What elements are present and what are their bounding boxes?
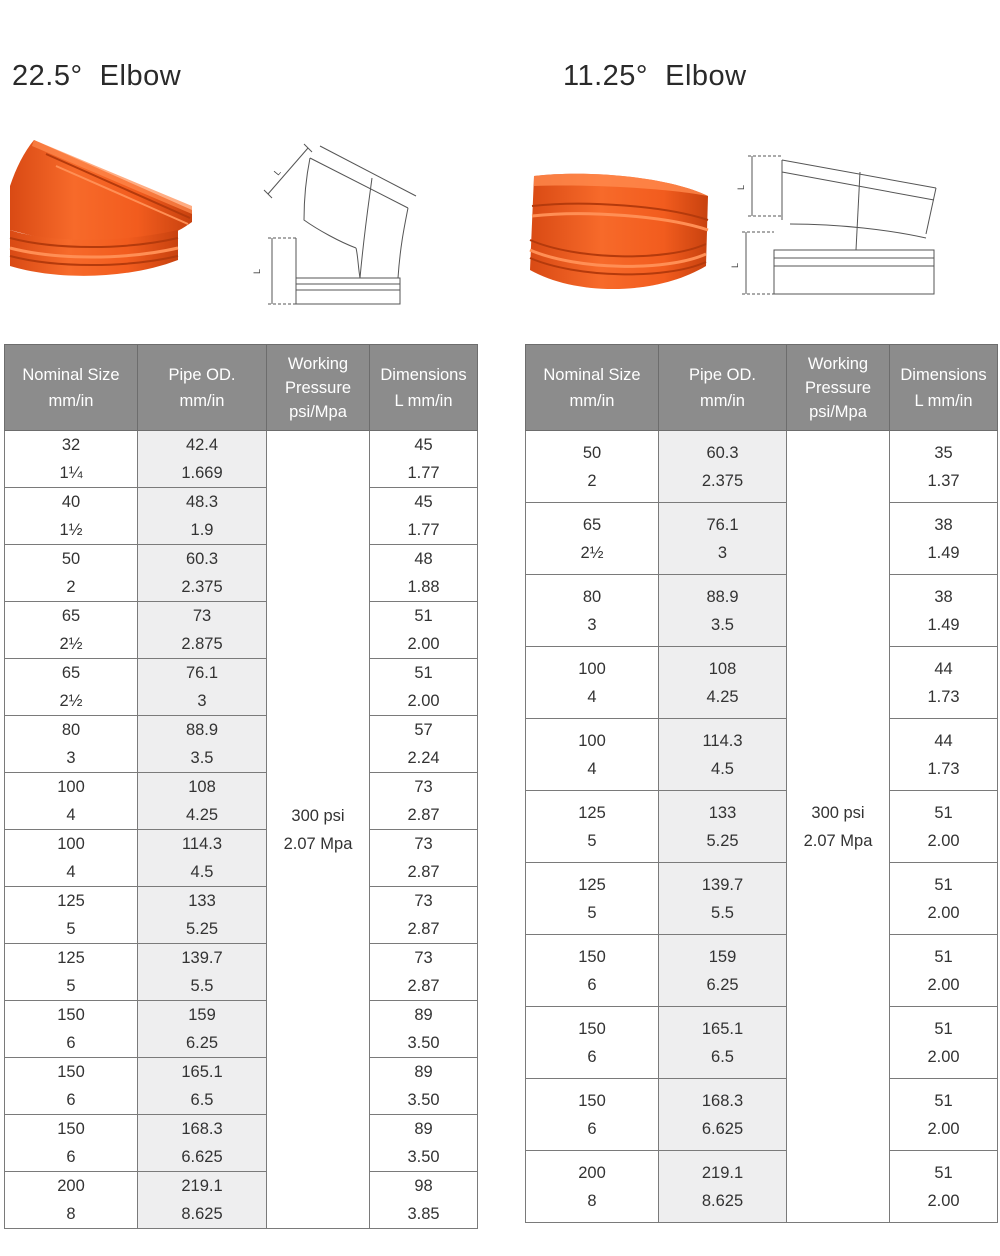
cell-value: 159 [708,947,737,966]
cell-value: 51 [934,803,953,822]
cell-value: 8 [587,1191,597,1210]
dimensions-cell [890,1007,998,1079]
cell-value: 48.3 [185,493,219,511]
drawing-label-l-upper: L [271,167,283,178]
header-text: mm/in [179,391,225,410]
header-pipe-od [659,345,787,431]
table-row [526,719,998,791]
pipe-od-cell [659,431,787,503]
header-text: Dimensions [900,365,987,384]
drawing-label-l-upper: L [736,184,746,190]
pressure-value: 300 psi [811,803,865,822]
elbow-22-5-technical-drawing [248,138,420,308]
cell-value: 6 [66,1091,76,1109]
cell-value: 108 [188,778,216,796]
dimensions-cell [890,647,998,719]
header-text: Pipe OD. [689,365,756,384]
nominal-size-cell [526,1151,659,1223]
cell-value: 1.669 [181,464,223,482]
dimensions-cell [890,719,998,791]
dimensions-cell [370,830,478,887]
cell-value: 73 [414,778,433,796]
cell-value: 159 [188,1006,216,1024]
dimensions-cell [370,488,478,545]
elbow-11-25-product-image [526,166,712,298]
cell-value: 6 [66,1148,76,1166]
cell-value: 125 [57,892,85,910]
nominal-size-cell [5,773,138,830]
dimensions-cell [890,431,998,503]
cell-value: 1.49 [927,615,960,634]
cell-value: 6 [66,1034,76,1052]
cell-value: 150 [57,1006,85,1024]
nominal-size-cell [5,602,138,659]
dimensions-cell [890,1079,998,1151]
header-text: L mm/in [914,391,973,410]
cell-value: 168.3 [701,1091,744,1110]
cell-value: 219.1 [701,1163,744,1182]
cell-value: 2.00 [927,1191,960,1210]
cell-value: 5.5 [711,903,734,922]
cell-value: 65 [61,607,81,625]
cell-value: 1.73 [927,759,960,778]
elbow-22-5-spec-table [4,344,478,1229]
dimensions-cell [370,1172,478,1229]
pipe-od-cell [659,791,787,863]
cell-value: 76.1 [185,664,219,682]
cell-value: 2.375 [701,471,744,490]
dimensions-cell [890,863,998,935]
cell-value: 3.50 [407,1034,440,1052]
cell-value: 65 [582,515,602,534]
pipe-od-cell [138,944,267,1001]
nominal-size-cell [526,719,659,791]
cell-value: 4 [66,863,76,881]
cell-value: 2.00 [927,1047,960,1066]
nominal-size-cell [5,1001,138,1058]
table-row [5,773,478,830]
cell-value: 89 [414,1120,433,1138]
cell-value: 2.87 [407,977,440,995]
cell-value: 133 [188,892,216,910]
elbow-11-25-spec-table [525,344,998,1223]
header-working-pressure [267,345,370,431]
cell-value: 2 [66,578,76,596]
cell-value: 2.875 [181,635,223,653]
pipe-od-cell [659,647,787,719]
table-row [5,488,478,545]
cell-value: 150 [578,1019,606,1038]
cell-value: 125 [57,949,85,967]
cell-value: 5 [587,903,597,922]
table-row [526,863,998,935]
cell-value: 100 [57,835,85,853]
cell-value: 100 [57,778,85,796]
table-row [5,1172,478,1229]
header-text: psi/Mpa [289,402,347,421]
cell-value: 3.5 [711,615,734,634]
dimensions-cell [370,431,478,488]
pipe-od-cell [138,659,267,716]
nominal-size-cell [5,488,138,545]
cell-value: 150 [57,1120,85,1138]
cell-value: 2.00 [407,692,440,710]
header-text: psi/Mpa [809,402,867,421]
cell-value: 6.5 [711,1047,734,1066]
cell-value: 73 [414,892,433,910]
cell-value: 2.00 [927,975,960,994]
header-text: mm/in [569,391,615,410]
cell-value: 2.87 [407,920,440,938]
table-row [5,545,478,602]
dimensions-cell [370,1058,478,1115]
nominal-size-cell [526,1079,659,1151]
cell-value: 150 [578,1091,606,1110]
table-row [526,791,998,863]
cell-value: 1.77 [407,464,440,482]
pipe-od-cell [138,1115,267,1172]
cell-value: 3.85 [407,1205,440,1223]
header-working-pressure [787,345,890,431]
nominal-size-cell [526,575,659,647]
pressure-value: 2.07 Mpa [283,834,353,853]
table-row [5,1115,478,1172]
dimensions-cell [370,1115,478,1172]
dimensions-cell [890,935,998,1007]
cell-value: 51 [414,607,433,625]
table-row [5,716,478,773]
nominal-size-cell [526,647,659,719]
header-text: L mm/in [394,391,453,410]
cell-value: 150 [57,1063,85,1081]
nominal-size-cell [526,503,659,575]
cell-value: 2.87 [407,863,440,881]
pipe-od-cell [659,935,787,1007]
nominal-size-cell [526,431,659,503]
table-row [5,1001,478,1058]
header-text: mm/in [700,391,745,410]
cell-value: 51 [934,875,953,894]
cell-value: 150 [578,947,606,966]
dimensions-cell [370,1001,478,1058]
dimensions-cell [370,602,478,659]
cell-value: 2 [587,471,597,490]
header-text: Pipe OD. [168,365,236,384]
cell-value: 6 [587,975,597,994]
cell-value: 51 [934,1019,953,1038]
dimensions-cell [890,575,998,647]
right-section-title: 11.25° Elbow [563,60,747,92]
cell-value: 1.73 [927,687,960,706]
dimensions-cell [370,773,478,830]
cell-value: 1.88 [407,578,440,596]
dimensions-cell [890,1151,998,1223]
table-row [526,935,998,1007]
header-text: Nominal Size [543,365,641,384]
table-row [5,830,478,887]
table-header-row [5,345,478,431]
pressure-value: 2.07 Mpa [803,831,873,850]
nominal-size-cell [5,659,138,716]
header-text: Nominal Size [22,365,120,384]
cell-value: 3 [717,543,728,562]
nominal-size-cell [5,1115,138,1172]
nominal-size-cell [5,887,138,944]
cell-value: 1.49 [927,543,960,562]
dimensions-cell [890,503,998,575]
cell-value: 44 [934,731,953,750]
nominal-size-cell [5,944,138,1001]
cell-value: 60.3 [185,550,219,568]
cell-value: 50 [61,550,81,568]
elbow-11-25-technical-drawing [730,150,945,300]
cell-value: 51 [934,947,953,966]
pipe-od-cell [138,602,267,659]
cell-value: 5.25 [185,920,219,938]
working-pressure-cell [787,431,890,1223]
cell-value: 1.37 [927,471,960,490]
cell-value: 73 [414,949,433,967]
table-row [5,887,478,944]
table-row [526,1007,998,1079]
cell-value: 219.1 [181,1177,223,1195]
pipe-od-cell [138,1172,267,1229]
cell-value: 6 [587,1119,597,1138]
cell-value: 6 [587,1047,597,1066]
left-section-title: 22.5° Elbow [12,60,182,92]
cell-value: 139.7 [181,949,223,967]
header-text: Working [287,354,349,373]
cell-value: 3.50 [407,1091,440,1109]
cell-value: 88.9 [185,721,219,739]
cell-value: 5.25 [706,831,739,850]
nominal-size-cell [5,1172,138,1229]
pipe-od-cell [659,1151,787,1223]
cell-value: 2½ [580,543,604,562]
cell-value: 2.00 [927,903,960,922]
cell-value: 73 [192,607,212,625]
pipe-od-cell [138,887,267,944]
cell-value: 165.1 [181,1063,223,1081]
cell-value: 8.625 [701,1191,744,1210]
drawing-label-l-lower: L [730,262,740,268]
cell-value: 45 [414,436,433,454]
cell-value: 133 [708,803,737,822]
pipe-od-cell [659,575,787,647]
pipe-od-cell [138,830,267,887]
header-dimensions [370,345,478,431]
pipe-od-cell [659,719,787,791]
cell-value: 139.7 [701,875,744,894]
pipe-od-cell [659,503,787,575]
header-text: Pressure [284,378,352,397]
cell-value: 4 [587,759,597,778]
table-row [526,503,998,575]
table-row [5,602,478,659]
cell-value: 6.5 [190,1091,214,1109]
cell-value: 5 [66,920,76,938]
table-row [526,431,998,503]
cell-value: 88.9 [706,587,739,606]
cell-value: 100 [578,731,606,750]
cell-value: 3 [197,692,207,710]
cell-value: 2.24 [407,749,440,767]
cell-value: 65 [61,664,81,682]
cell-value: 6.25 [185,1034,219,1052]
pipe-od-cell [138,1001,267,1058]
cell-value: 48 [414,550,433,568]
cell-value: 51 [414,664,433,682]
nominal-size-cell [5,431,138,488]
cell-value: 4.25 [706,687,739,706]
pipe-od-cell [138,488,267,545]
cell-value: 44 [934,659,953,678]
cell-value: 1.77 [407,521,440,539]
pipe-od-cell [138,431,267,488]
cell-value: 38 [934,587,953,606]
cell-value: 60.3 [706,443,739,462]
cell-value: 35 [934,443,953,462]
dimensions-cell [890,791,998,863]
cell-value: 3 [66,749,76,767]
elbow-22-5-product-image [6,130,196,290]
table-row [526,1151,998,1223]
cell-value: 3.50 [407,1148,440,1166]
cell-value: 38 [934,515,953,534]
cell-value: 2.00 [927,831,960,850]
nominal-size-cell [526,791,659,863]
header-pipe-od [138,345,267,431]
nominal-size-cell [5,716,138,773]
cell-value: 2½ [59,635,83,653]
cell-value: 5 [66,977,76,995]
pipe-od-cell [138,545,267,602]
cell-value: 6.625 [701,1119,744,1138]
header-text: mm/in [48,391,94,410]
cell-value: 51 [934,1091,953,1110]
cell-value: 2½ [59,692,83,710]
drawing-label-l-lower: L [252,268,262,274]
cell-value: 200 [57,1177,85,1195]
cell-value: 51 [934,1163,953,1182]
cell-value: 32 [61,436,81,454]
cell-value: 1½ [59,521,83,539]
table-header-row [526,345,998,431]
pressure-value: 300 psi [291,806,345,825]
cell-value: 2.375 [181,578,223,596]
cell-value: 50 [582,443,602,462]
table-row [5,659,478,716]
dimensions-cell [370,944,478,1001]
cell-value: 6.625 [181,1148,223,1166]
dimensions-cell [370,716,478,773]
working-pressure-cell [267,431,370,1229]
pipe-od-cell [659,1079,787,1151]
header-text: Dimensions [380,365,467,384]
cell-value: 1¼ [59,464,83,482]
cell-value: 114.3 [702,731,743,750]
cell-value: 80 [61,721,81,739]
pipe-od-cell [138,1058,267,1115]
cell-value: 6.25 [706,975,739,994]
header-text: Working [807,354,869,373]
cell-value: 4.5 [711,759,734,778]
cell-value: 76.1 [706,515,739,534]
cell-value: 98 [414,1177,433,1195]
cell-value: 3 [587,615,597,634]
nominal-size-cell [526,935,659,1007]
cell-value: 45 [414,493,433,511]
header-nominal-size [5,345,138,431]
cell-value: 89 [414,1006,433,1024]
cell-value: 73 [414,835,433,853]
cell-value: 80 [582,587,602,606]
cell-value: 108 [708,659,737,678]
cell-value: 125 [578,803,606,822]
header-nominal-size [526,345,659,431]
cell-value: 2.87 [407,806,440,824]
cell-value: 40 [61,493,81,511]
pipe-od-cell [659,1007,787,1079]
cell-value: 2.00 [407,635,440,653]
nominal-size-cell [526,1007,659,1079]
nominal-size-cell [526,863,659,935]
table-row [5,431,478,488]
dimensions-cell [370,545,478,602]
dimensions-cell [370,887,478,944]
cell-value: 8 [66,1205,76,1223]
cell-value: 4 [66,806,76,824]
cell-value: 8.625 [181,1205,223,1223]
cell-value: 4.25 [185,806,219,824]
pipe-od-cell [138,716,267,773]
cell-value: 200 [578,1163,606,1182]
cell-value: 2.00 [927,1119,960,1138]
table-row [526,1079,998,1151]
table-row [5,944,478,1001]
cell-value: 5 [587,831,597,850]
cell-value: 42.4 [185,436,219,454]
nominal-size-cell [5,545,138,602]
nominal-size-cell [5,1058,138,1115]
pipe-od-cell [659,863,787,935]
table-row [526,647,998,719]
header-text: Pressure [804,378,872,397]
cell-value: 125 [578,875,606,894]
nominal-size-cell [5,830,138,887]
header-dimensions [890,345,998,431]
dimensions-cell [370,659,478,716]
cell-value: 1.9 [190,521,214,539]
cell-value: 4.5 [190,863,214,881]
cell-value: 3.5 [190,749,214,767]
cell-value: 165.1 [701,1019,744,1038]
cell-value: 114.3 [181,835,223,853]
table-row [5,1058,478,1115]
cell-value: 89 [414,1063,433,1081]
cell-value: 5.5 [190,977,214,995]
cell-value: 4 [587,687,597,706]
cell-value: 168.3 [181,1120,223,1138]
table-row [526,575,998,647]
pipe-od-cell [138,773,267,830]
cell-value: 100 [578,659,606,678]
cell-value: 57 [414,721,433,739]
